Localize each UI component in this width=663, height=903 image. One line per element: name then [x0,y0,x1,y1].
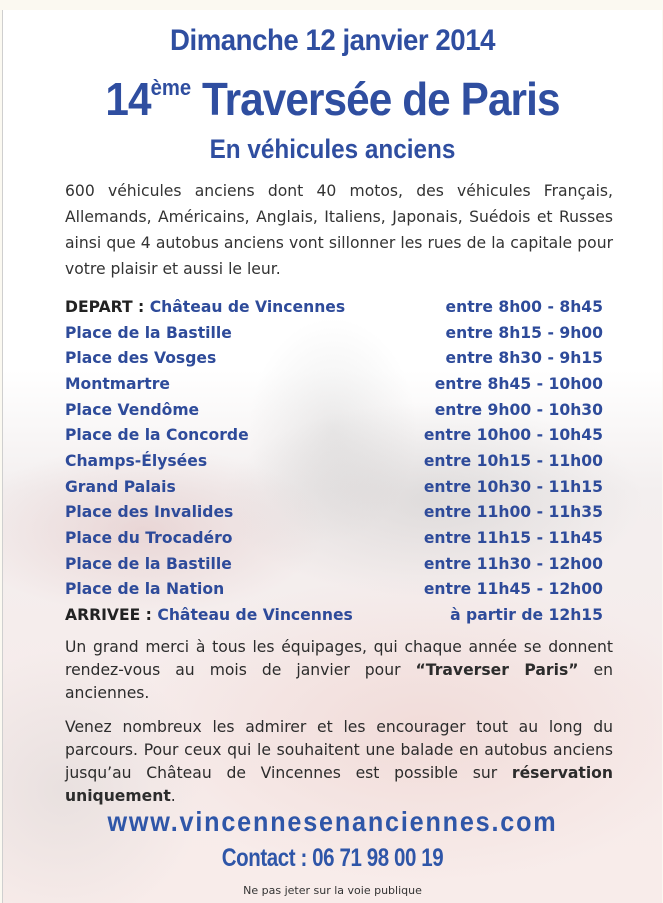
edition-suffix: ème [150,75,192,100]
route-stop [65,555,232,573]
route-stop-time: entre 11h45 - 12h00 [423,580,603,599]
route-stop [65,580,224,598]
route-stop-time: à partir de 12h15 [450,606,603,625]
route-stop-time: entre 11h30 - 12h00 [423,554,603,573]
route-stop-place: Place de la Concorde [65,426,249,445]
route-row [65,345,603,371]
edition-number: 14 [105,73,151,125]
route-stop-time: entre 11h15 - 11h45 [423,529,603,548]
route-stop-place: Place de la Bastille [65,554,232,573]
route-stop-place: Place de la Bastille [65,323,232,342]
route-stop-time: entre 8h15 - 9h00 [445,323,603,342]
route-row [65,371,603,397]
route-row [65,397,603,423]
invite-paragraph [65,716,613,808]
route-stop-time: entre 8h00 - 8h45 [445,297,603,316]
route-stop [65,375,170,393]
contact-phone: Contact : 06 71 98 00 19 [221,844,444,872]
route-row [65,448,603,474]
event-title [29,72,635,126]
thanks-text-2: en anciennes. [65,661,613,702]
route-stop-time: entre 11h00 - 11h35 [423,503,603,522]
route-stop [65,401,199,419]
route-stop-place: Champs-Élysées [65,451,208,470]
route-stop-place: Place Vendôme [65,400,200,419]
route-stop [65,298,345,316]
route-row [65,500,603,526]
website-link[interactable]: www.vincennesenanciennes.com [107,806,558,837]
route-stop-prefix: DEPART : [65,297,145,316]
thanks-highlight: “Traverser Paris” [415,661,579,679]
reservation-highlight: réservation uniquement [65,764,613,805]
route-row [65,320,603,346]
route-stop [65,529,232,547]
route-row [65,602,603,628]
route-stop [65,478,176,496]
route-row [65,551,603,577]
route-row [65,525,603,551]
route-stop-place: Place des Vosges [65,349,217,368]
route-stop-place: Place de la Nation [65,580,225,599]
route-row [65,474,603,500]
footer-notice: Ne pas jeter sur la voie publique [243,884,422,897]
route-stop-time: entre 10h00 - 10h45 [423,426,603,445]
route-stop-time: entre 8h30 - 9h15 [445,349,603,368]
route-stop-place: Place des Invalides [65,503,234,522]
route-stop [65,503,233,521]
route-stop-time: entre 9h00 - 10h30 [434,400,603,419]
route-stop-time: entre 10h15 - 11h00 [423,451,603,470]
route-stop-time: entre 8h45 - 10h00 [434,374,603,393]
title-text: Traversée de Paris [202,73,560,125]
route-stop-prefix: ARRIVEE : [65,606,152,625]
route-stop [65,606,353,624]
route-row [65,577,603,603]
thanks-paragraph [65,636,613,705]
route-stop-time: entre 10h30 - 11h15 [423,477,603,496]
event-subtitle: En véhicules anciens [209,134,456,164]
route-schedule [65,294,603,628]
route-stop [65,452,207,470]
route-stop [65,349,216,367]
route-stop [65,426,249,444]
invite-text-1: Venez nombreux les admirer et les encourager tout au long du parcours. Pour ceux qui le souhaitent une balade en autobus anciens jusqu’au Château de Vincennes est possible sur [65,718,613,782]
route-stop-place: Château de Vincennes [157,606,353,625]
route-row [65,422,603,448]
event-date: Dimanche 12 janvier 2014 [170,24,495,57]
intro-paragraph: 600 véhicules anciens dont 40 motos, des véhicules Français, Allemands, Américains, Anglais, Italiens, Japonais, Suédois et Russes ainsi que 4 autobus anciens vont sillonner les rues de la capitale pour votre plaisir et aussi le leur. [65,182,613,278]
route-stop-place: Montmartre [65,374,170,393]
flyer-page [2,10,662,903]
invite-text-2: . [170,787,176,805]
route-stop-place: Château de Vincennes [149,297,346,316]
route-stop-place: Grand Palais [65,477,176,496]
route-stop-place: Place du Trocadéro [65,529,233,548]
thanks-text-1: Un grand merci à tous les équipages, qui chaque année se donnent rendez-vous au mois de janvier pour [65,638,613,679]
route-stop [65,324,232,342]
route-row [65,294,603,320]
